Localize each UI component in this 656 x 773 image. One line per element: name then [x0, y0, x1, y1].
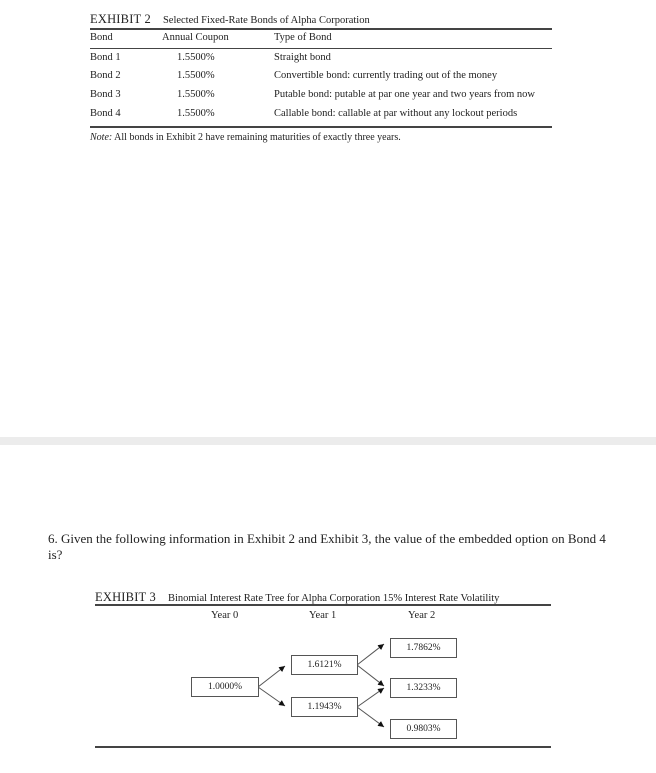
arrow-y1down-up: [357, 688, 384, 707]
bond-name: Bond 1: [90, 52, 121, 63]
note-text: All bonds in Exhibit 2 have remaining maturities of exactly three years.: [112, 132, 401, 143]
note-label: Note:: [90, 132, 113, 143]
bond-type: Callable bond: callable at par without any lockout periods: [274, 108, 518, 119]
header-annual-coupon: Annual Coupon: [162, 32, 229, 43]
bond-coupon: 1.5500%: [177, 52, 215, 63]
bond-coupon: 1.5500%: [177, 89, 215, 100]
bond-type: Convertible bond: currently trading out of the money: [274, 70, 498, 81]
exhibit-2-caption: Selected Fixed-Rate Bonds of Alpha Corporation: [162, 15, 370, 26]
node-year2-down: 0.9803%: [390, 719, 457, 739]
arrow-y0-down: [258, 687, 285, 706]
header-bond: Bond: [90, 32, 113, 43]
bond-name: Bond 3: [90, 89, 121, 100]
node-year2-up: 1.7862%: [390, 638, 457, 658]
header-type-of-bond: Type of Bond: [274, 32, 332, 43]
exhibit-2-bottom-rule: [90, 126, 552, 128]
year-1-label: Year 1: [309, 610, 337, 621]
node-year2-mid: 1.3233%: [390, 678, 457, 698]
exhibit-2-number: EXHIBIT 2: [90, 12, 151, 26]
exhibit-3-number: EXHIBIT 3: [95, 590, 156, 604]
bond-type: Putable bond: putable at par one year and two years from now: [274, 89, 535, 100]
exhibit-2-title: [90, 10, 370, 28]
arrow-y1down-down: [357, 707, 384, 727]
exhibit-3-caption: Binomial Interest Rate Tree for Alpha Corporation 15% Interest Rate Volatility: [167, 593, 500, 604]
exhibit-2-top-rule: [90, 28, 552, 30]
year-0-label: Year 0: [211, 610, 239, 621]
bond-coupon: 1.5500%: [177, 70, 215, 81]
bond-type: Straight bond: [274, 52, 331, 63]
node-year0: 1.0000%: [191, 677, 259, 697]
arrow-y1up-up: [357, 644, 384, 665]
node-year1-up: 1.6121%: [291, 655, 358, 675]
exhibit-3-bottom-rule: [95, 746, 551, 748]
bond-name: Bond 2: [90, 70, 121, 81]
arrow-y1up-down: [357, 665, 384, 686]
exhibit-2-note: [90, 132, 401, 143]
bond-coupon: 1.5500%: [177, 108, 215, 119]
page-divider: [0, 437, 656, 445]
exhibit-2-header-rule: [90, 48, 552, 49]
arrow-y0-up: [258, 666, 285, 687]
year-2-label: Year 2: [408, 610, 436, 621]
question-text: 6. Given the following information in Exhibit 2 and Exhibit 3, the value of the embedded option on Bond 4 is?: [48, 531, 606, 562]
bond-name: Bond 4: [90, 108, 121, 119]
node-year1-down: 1.1943%: [291, 697, 358, 717]
